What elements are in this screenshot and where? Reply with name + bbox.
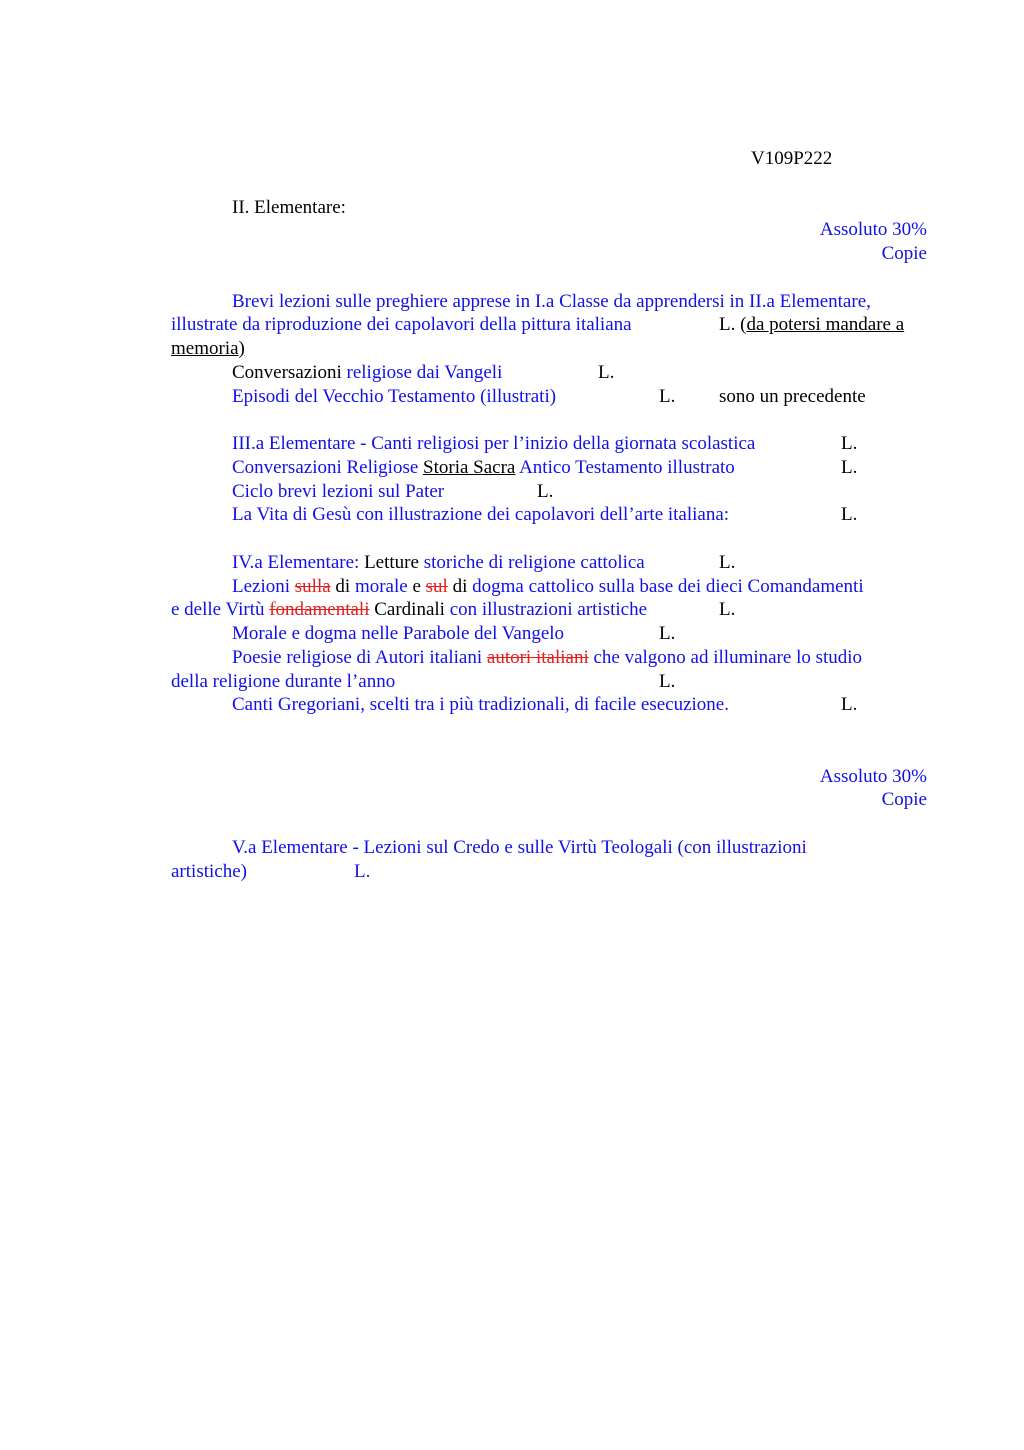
di-text-2: di bbox=[452, 576, 468, 597]
morale-text: morale bbox=[354, 576, 408, 597]
e-text: e bbox=[412, 576, 421, 597]
vita-gesu-price: L. bbox=[841, 504, 858, 525]
lezioni-morale-line1 bbox=[232, 575, 864, 598]
antico-testamento-text: Antico Testamento illustrato bbox=[519, 457, 735, 478]
conv-black-text: Conversazioni bbox=[232, 362, 342, 383]
conv-blue-text: religiose dai Vangeli bbox=[346, 362, 503, 383]
lezioni-morale-price: L. bbox=[719, 599, 736, 620]
deleted-sulla: sulla bbox=[294, 576, 331, 597]
deleted-fondamentali: fondamentali bbox=[269, 599, 370, 620]
section-v-price: L. bbox=[354, 861, 371, 882]
cardinali-text: Cardinali bbox=[374, 599, 445, 620]
section-v-line1: V.a Elementare - Lezioni sul Credo e sulle Virtù Teologali (con illustrazioni bbox=[232, 837, 807, 858]
canti-gregoriani-price: L. bbox=[841, 694, 858, 715]
memorize-note-cont: memoria) bbox=[171, 338, 245, 359]
section-iv-heading bbox=[232, 551, 645, 574]
poesie-line2: della religione durante l’anno bbox=[171, 671, 396, 692]
morale-parabole-price: L. bbox=[659, 623, 676, 644]
section-ii-heading: II. Elementare: bbox=[232, 197, 346, 218]
copie-label: Copie bbox=[881, 243, 927, 264]
conversazioni-price: L. bbox=[598, 362, 615, 383]
iv-heading-blue: IV.a Elementare: bbox=[232, 552, 360, 573]
illustrazioni-text: con illustrazioni artistiche bbox=[449, 599, 648, 620]
ciclo-pater-line: Ciclo brevi lezioni sul Pater bbox=[232, 481, 445, 502]
episodi-line: Episodi del Vecchio Testamento (illustrati) bbox=[232, 386, 557, 407]
vita-gesu-line: La Vita di Gesù con illustrazione dei capolavori dell’arte italiana: bbox=[232, 504, 730, 525]
conv-storia-sacra-price: L. bbox=[841, 457, 858, 478]
storiche-text: storiche di religione cattolica bbox=[423, 552, 645, 573]
episodi-note: sono un precedente bbox=[719, 386, 866, 407]
price-mark: L. ( bbox=[719, 314, 747, 335]
assoluto-label: Assoluto 30% bbox=[819, 219, 927, 240]
section-v-line2: artistiche) bbox=[171, 861, 247, 882]
episodi-price: L. bbox=[659, 386, 676, 407]
dogma-text: dogma cattolico sulla base dei dieci Comandamenti bbox=[472, 576, 864, 597]
lezioni-morale-line2 bbox=[171, 598, 647, 621]
page-code: V109P222 bbox=[751, 148, 833, 169]
di-text: di bbox=[335, 576, 351, 597]
valgono-text: che valgono ad illuminare lo studio bbox=[593, 647, 863, 668]
letture-text: Letture bbox=[364, 552, 419, 573]
poesie-text: Poesie religiose di Autori italiani bbox=[232, 647, 483, 668]
brevi-lezioni-line2: illustrate da riproduzione dei capolavori della pittura italiana bbox=[171, 314, 632, 335]
canti-religiosi-line: III.a Elementare - Canti religiosi per l’inizio della giornata scolastica bbox=[232, 433, 756, 454]
deleted-sul: sul bbox=[425, 576, 448, 597]
canti-religiosi-price: L. bbox=[841, 433, 858, 454]
copie-label-2: Copie bbox=[881, 789, 927, 810]
poesie-price: L. bbox=[659, 671, 676, 692]
memorize-note: da potersi mandare a bbox=[746, 314, 905, 335]
assoluto-label-2: Assoluto 30% bbox=[819, 766, 927, 787]
deleted-autori-italiani: autori italiani bbox=[486, 647, 589, 668]
conv-storia-sacra-line bbox=[232, 456, 735, 479]
conversazioni-vangeli bbox=[232, 361, 502, 384]
virtu-text: e delle Virtù bbox=[171, 599, 265, 620]
lezioni-text: Lezioni bbox=[232, 576, 291, 597]
poesie-line1 bbox=[232, 646, 862, 669]
canti-gregoriani-line: Canti Gregoriani, scelti tra i più tradizionali, di facile esecuzione. bbox=[232, 694, 729, 715]
storia-sacra-text: Storia Sacra bbox=[423, 457, 516, 478]
conv-religiose-text: Conversazioni Religiose bbox=[232, 457, 419, 478]
morale-parabole-line: Morale e dogma nelle Parabole del Vangelo bbox=[232, 623, 565, 644]
brevi-lezioni-line1: Brevi lezioni sulle preghiere apprese in I.a Classe da apprendersi in II.a Elementare, bbox=[232, 291, 871, 312]
ciclo-pater-price: L. bbox=[537, 481, 554, 502]
section-iv-price: L. bbox=[719, 552, 736, 573]
brevi-lezioni-price-note bbox=[719, 313, 904, 336]
